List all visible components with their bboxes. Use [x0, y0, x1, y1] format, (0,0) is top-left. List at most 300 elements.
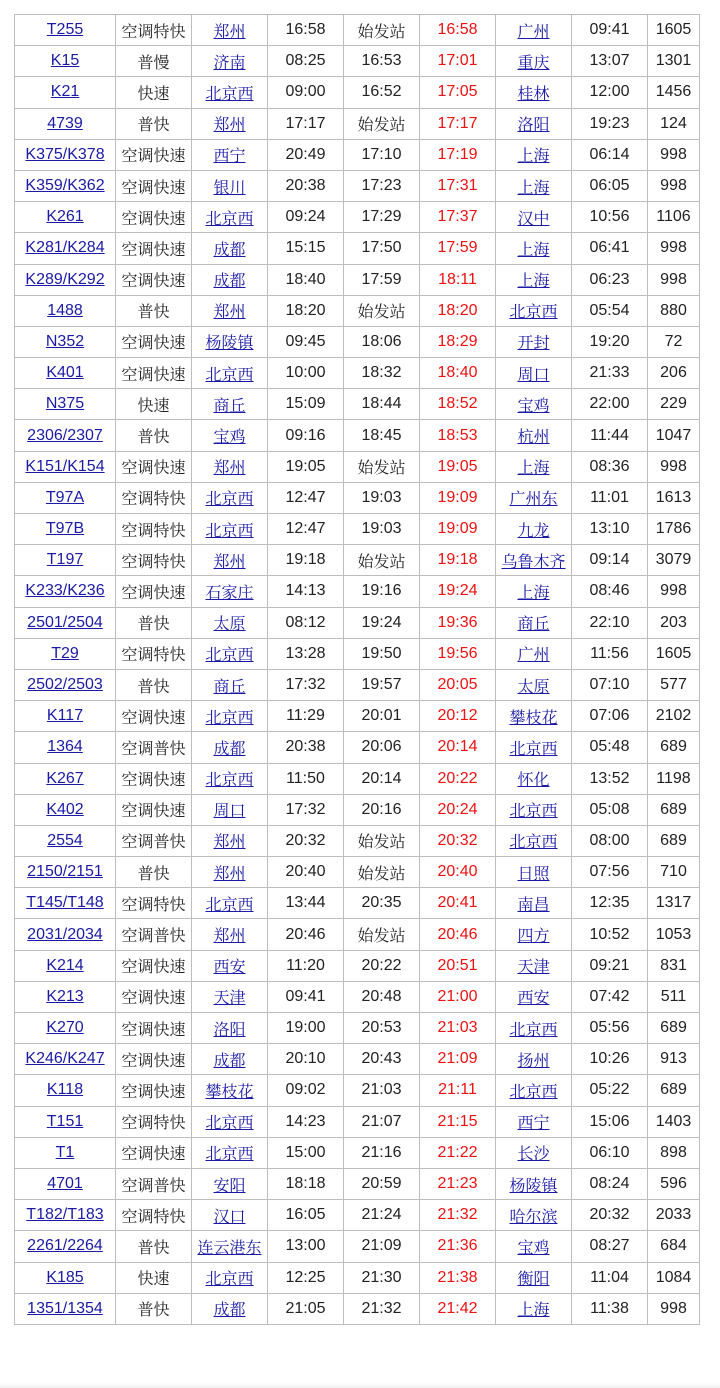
train-number-link[interactable]: N352 — [45, 332, 85, 350]
arrival-time-cell: 始发站 — [344, 857, 420, 888]
destination-arrival-cell: 06:10 — [572, 1137, 648, 1168]
train-number-link[interactable]: K261 — [46, 208, 84, 226]
table-row — [15, 888, 700, 919]
destination-station-link[interactable]: 北京西 — [509, 304, 558, 322]
train-number-link[interactable]: T1 — [55, 1143, 75, 1161]
origin-station-link[interactable]: 北京西 — [205, 522, 254, 540]
train-type-cell: 快速 — [116, 389, 192, 420]
origin-station-link[interactable]: 西宁 — [213, 148, 246, 166]
destination-station-cell — [496, 545, 572, 576]
arrival-time-cell: 始发站 — [344, 451, 420, 482]
train-number-link[interactable]: T145/T148 — [26, 894, 104, 912]
destination-station-link[interactable]: 北京西 — [509, 740, 558, 758]
origin-departure-cell: 17:17 — [268, 108, 344, 139]
destination-arrival-cell: 11:01 — [572, 482, 648, 513]
table-row — [15, 701, 700, 732]
arrival-time-cell: 始发站 — [344, 919, 420, 950]
destination-station-cell — [496, 919, 572, 950]
table-row — [15, 420, 700, 451]
train-number-link[interactable]: T255 — [46, 21, 84, 39]
train-type-cell: 普快 — [116, 857, 192, 888]
train-number-link[interactable]: 2501/2504 — [27, 613, 103, 631]
train-number-link[interactable]: 2261/2264 — [27, 1237, 103, 1255]
destination-arrival-cell: 09:41 — [572, 15, 648, 46]
origin-departure-cell: 09:00 — [268, 77, 344, 108]
train-number-link[interactable]: K21 — [50, 83, 80, 101]
departure-time-cell: 18:52 — [420, 389, 496, 420]
train-type-cell: 空调快速 — [116, 202, 192, 233]
train-number-link[interactable]: 1488 — [47, 301, 83, 319]
origin-station-link[interactable]: 攀枝花 — [205, 1083, 254, 1101]
destination-station-cell — [496, 1044, 572, 1075]
destination-arrival-cell: 22:10 — [572, 607, 648, 638]
train-number-link[interactable]: K185 — [46, 1268, 84, 1286]
destination-station-link[interactable]: 北京西 — [509, 1083, 558, 1101]
departure-time-cell: 16:58 — [420, 15, 496, 46]
arrival-time-cell: 17:29 — [344, 202, 420, 233]
departure-time-cell: 19:18 — [420, 545, 496, 576]
train-number-cell — [15, 888, 116, 919]
train-number-link[interactable]: 2554 — [47, 831, 83, 849]
destination-arrival-cell: 05:48 — [572, 732, 648, 763]
train-number-cell — [15, 1293, 116, 1324]
origin-station-link[interactable]: 商丘 — [213, 397, 246, 415]
origin-station-link[interactable]: 安阳 — [213, 1177, 246, 1195]
train-type-cell: 空调快速 — [116, 451, 192, 482]
origin-station-link[interactable]: 汉口 — [213, 1208, 246, 1226]
destination-station-link[interactable]: 上海 — [517, 273, 550, 291]
destination-station-link[interactable]: 宝鸡 — [517, 1239, 550, 1257]
origin-station-link[interactable]: 郑州 — [213, 928, 246, 946]
origin-departure-cell: 18:20 — [268, 295, 344, 326]
origin-station-cell — [192, 857, 268, 888]
train-number-cell — [15, 701, 116, 732]
destination-station-cell — [496, 607, 572, 638]
origin-station-link[interactable]: 宝鸡 — [213, 429, 246, 447]
train-type-cell: 空调特快 — [116, 15, 192, 46]
origin-station-link[interactable]: 成都 — [213, 740, 246, 758]
destination-station-link[interactable]: 西安 — [517, 990, 550, 1008]
origin-station-link[interactable]: 成都 — [213, 241, 246, 259]
origin-station-link[interactable]: 石家庄 — [205, 584, 254, 602]
train-number-link[interactable]: T97A — [45, 488, 85, 506]
origin-station-cell — [192, 326, 268, 357]
origin-departure-cell: 14:13 — [268, 576, 344, 607]
table-row — [15, 607, 700, 638]
origin-station-link[interactable]: 天津 — [213, 990, 246, 1008]
destination-station-cell — [496, 1293, 572, 1324]
departure-time-cell: 21:11 — [420, 1075, 496, 1106]
destination-station-link[interactable]: 重庆 — [517, 54, 550, 72]
train-number-cell — [15, 202, 116, 233]
distance-cell: 831 — [648, 950, 700, 981]
destination-station-link[interactable]: 广州 — [517, 647, 550, 665]
train-number-link[interactable]: K289/K292 — [25, 270, 105, 288]
origin-station-link[interactable]: 连云港东 — [197, 1239, 262, 1257]
destination-station-cell — [496, 1262, 572, 1293]
destination-station-cell — [496, 514, 572, 545]
origin-station-link[interactable]: 郑州 — [213, 460, 246, 478]
distance-cell: 124 — [648, 108, 700, 139]
train-type-cell: 普快 — [116, 669, 192, 700]
origin-station-cell — [192, 1200, 268, 1231]
destination-station-link[interactable]: 长沙 — [517, 1146, 550, 1164]
distance-cell: 1053 — [648, 919, 700, 950]
train-number-link[interactable]: 2150/2151 — [27, 863, 103, 881]
train-number-link[interactable]: K151/K154 — [25, 457, 105, 475]
destination-station-cell — [496, 451, 572, 482]
distance-cell: 2033 — [648, 1200, 700, 1231]
destination-station-link[interactable]: 上海 — [517, 584, 550, 602]
destination-station-link[interactable]: 北京西 — [509, 1021, 558, 1039]
destination-arrival-cell: 06:05 — [572, 170, 648, 201]
origin-station-cell — [192, 233, 268, 264]
origin-departure-cell: 18:40 — [268, 264, 344, 295]
destination-station-link[interactable]: 衡阳 — [517, 1271, 550, 1289]
destination-arrival-cell: 06:14 — [572, 139, 648, 170]
arrival-time-cell: 始发站 — [344, 295, 420, 326]
destination-station-cell — [496, 950, 572, 981]
origin-departure-cell: 20:46 — [268, 919, 344, 950]
train-number-link[interactable]: K359/K362 — [25, 177, 105, 195]
origin-departure-cell: 13:44 — [268, 888, 344, 919]
distance-cell: 72 — [648, 326, 700, 357]
train-number-cell — [15, 1262, 116, 1293]
train-number-link[interactable]: 2306/2307 — [27, 426, 103, 444]
table-row — [15, 1075, 700, 1106]
train-number-link[interactable]: K267 — [46, 769, 84, 787]
table-row — [15, 638, 700, 669]
origin-station-link[interactable]: 周口 — [213, 803, 246, 821]
train-number-cell — [15, 669, 116, 700]
origin-station-link[interactable]: 北京西 — [205, 491, 254, 509]
distance-cell: 1198 — [648, 763, 700, 794]
arrival-time-cell: 17:59 — [344, 264, 420, 295]
arrival-time-cell: 始发站 — [344, 15, 420, 46]
destination-station-link[interactable]: 商丘 — [517, 616, 550, 634]
arrival-time-cell: 19:03 — [344, 514, 420, 545]
origin-station-link[interactable]: 北京西 — [205, 1146, 254, 1164]
train-number-link[interactable]: T151 — [46, 1112, 84, 1130]
destination-station-link[interactable]: 杨陵镇 — [509, 1177, 558, 1195]
origin-station-link[interactable]: 太原 — [213, 616, 246, 634]
train-type-cell: 空调快速 — [116, 1013, 192, 1044]
destination-station-link[interactable]: 杭州 — [517, 429, 550, 447]
origin-station-link[interactable]: 郑州 — [213, 865, 246, 883]
origin-station-link[interactable]: 成都 — [213, 1052, 246, 1070]
destination-station-cell — [496, 763, 572, 794]
destination-station-link[interactable]: 日照 — [517, 865, 550, 883]
origin-departure-cell: 20:38 — [268, 170, 344, 201]
table-row — [15, 46, 700, 77]
origin-station-link[interactable]: 洛阳 — [213, 1021, 246, 1039]
table-row — [15, 763, 700, 794]
table-row — [15, 326, 700, 357]
arrival-time-cell: 20:16 — [344, 794, 420, 825]
destination-station-link[interactable]: 攀枝花 — [509, 709, 558, 727]
train-number-link[interactable]: K401 — [46, 364, 84, 382]
destination-station-link[interactable]: 周口 — [517, 366, 550, 384]
table-row — [15, 857, 700, 888]
train-number-link[interactable]: 4739 — [47, 114, 83, 132]
train-number-link[interactable]: K213 — [46, 987, 84, 1005]
destination-station-link[interactable]: 九龙 — [517, 522, 550, 540]
arrival-time-cell: 20:22 — [344, 950, 420, 981]
train-type-cell: 空调快速 — [116, 794, 192, 825]
origin-station-link[interactable]: 北京西 — [205, 647, 254, 665]
train-type-cell: 空调快速 — [116, 139, 192, 170]
destination-arrival-cell: 19:23 — [572, 108, 648, 139]
origin-station-cell — [192, 732, 268, 763]
origin-departure-cell: 08:25 — [268, 46, 344, 77]
departure-time-cell: 17:17 — [420, 108, 496, 139]
origin-station-cell — [192, 981, 268, 1012]
destination-station-link[interactable]: 桂林 — [517, 85, 550, 103]
origin-departure-cell: 20:10 — [268, 1044, 344, 1075]
destination-station-cell — [496, 108, 572, 139]
train-number-link[interactable]: T29 — [51, 644, 79, 662]
destination-station-link[interactable]: 怀化 — [517, 772, 550, 790]
origin-departure-cell: 15:09 — [268, 389, 344, 420]
train-type-cell: 普快 — [116, 420, 192, 451]
table-row — [15, 1137, 700, 1168]
origin-station-cell — [192, 1137, 268, 1168]
table-row — [15, 233, 700, 264]
arrival-time-cell: 20:01 — [344, 701, 420, 732]
arrival-time-cell: 16:52 — [344, 77, 420, 108]
destination-arrival-cell: 08:24 — [572, 1168, 648, 1199]
train-number-link[interactable]: N375 — [45, 395, 85, 413]
distance-cell: 684 — [648, 1231, 700, 1262]
distance-cell: 998 — [648, 139, 700, 170]
destination-station-cell — [496, 825, 572, 856]
destination-station-link[interactable]: 四方 — [517, 928, 550, 946]
distance-cell: 203 — [648, 607, 700, 638]
table-row — [15, 358, 700, 389]
destination-station-link[interactable]: 上海 — [517, 179, 550, 197]
destination-station-link[interactable]: 上海 — [517, 460, 550, 478]
train-number-link[interactable]: K375/K378 — [25, 145, 105, 163]
train-type-cell: 普快 — [116, 607, 192, 638]
origin-station-link[interactable]: 北京西 — [205, 85, 254, 103]
arrival-time-cell: 17:50 — [344, 233, 420, 264]
train-number-link[interactable]: 2502/2503 — [27, 676, 103, 694]
departure-time-cell: 18:53 — [420, 420, 496, 451]
destination-arrival-cell: 13:10 — [572, 514, 648, 545]
train-number-cell — [15, 108, 116, 139]
origin-departure-cell: 19:00 — [268, 1013, 344, 1044]
destination-arrival-cell: 21:33 — [572, 358, 648, 389]
origin-station-link[interactable]: 北京西 — [205, 709, 254, 727]
destination-arrival-cell: 06:23 — [572, 264, 648, 295]
origin-station-link[interactable]: 北京西 — [205, 772, 254, 790]
destination-arrival-cell: 12:35 — [572, 888, 648, 919]
train-number-cell — [15, 264, 116, 295]
destination-station-cell — [496, 1168, 572, 1199]
arrival-time-cell: 19:16 — [344, 576, 420, 607]
distance-cell: 1403 — [648, 1106, 700, 1137]
origin-station-link[interactable]: 郑州 — [213, 304, 246, 322]
distance-cell: 2102 — [648, 701, 700, 732]
train-number-cell — [15, 170, 116, 201]
origin-station-cell — [192, 358, 268, 389]
destination-station-link[interactable]: 太原 — [517, 678, 550, 696]
origin-station-cell — [192, 950, 268, 981]
arrival-time-cell: 21:32 — [344, 1293, 420, 1324]
origin-departure-cell: 09:24 — [268, 202, 344, 233]
destination-station-link[interactable]: 扬州 — [517, 1052, 550, 1070]
train-number-link[interactable]: K15 — [50, 52, 80, 70]
origin-station-link[interactable]: 郑州 — [213, 23, 246, 41]
train-number-link[interactable]: 4701 — [47, 1175, 83, 1193]
destination-station-link[interactable]: 南昌 — [517, 896, 550, 914]
arrival-time-cell: 19:24 — [344, 607, 420, 638]
origin-station-link[interactable]: 北京西 — [205, 1271, 254, 1289]
origin-station-cell — [192, 420, 268, 451]
train-type-cell: 空调快速 — [116, 1075, 192, 1106]
origin-station-link[interactable]: 银川 — [213, 179, 246, 197]
origin-departure-cell: 12:25 — [268, 1262, 344, 1293]
departure-time-cell: 21:32 — [420, 1200, 496, 1231]
train-number-link[interactable]: 1351/1354 — [27, 1299, 103, 1317]
table-row — [15, 1168, 700, 1199]
destination-station-link[interactable]: 哈尔滨 — [509, 1208, 558, 1226]
train-type-cell: 空调快速 — [116, 358, 192, 389]
departure-time-cell: 20:41 — [420, 888, 496, 919]
origin-station-link[interactable]: 北京西 — [205, 1115, 254, 1133]
origin-station-link[interactable]: 郑州 — [213, 553, 246, 571]
table-row — [15, 1293, 700, 1324]
train-type-cell: 空调特快 — [116, 514, 192, 545]
train-number-link[interactable]: K118 — [46, 1081, 84, 1099]
train-number-link[interactable]: K281/K284 — [25, 239, 105, 257]
origin-departure-cell: 12:47 — [268, 514, 344, 545]
distance-cell: 998 — [648, 451, 700, 482]
train-number-link[interactable]: K246/K247 — [25, 1050, 105, 1068]
train-type-cell: 空调普快 — [116, 919, 192, 950]
origin-station-link[interactable]: 郑州 — [213, 117, 246, 135]
destination-station-cell — [496, 732, 572, 763]
origin-departure-cell: 09:02 — [268, 1075, 344, 1106]
arrival-time-cell: 16:53 — [344, 46, 420, 77]
origin-station-link[interactable]: 商丘 — [213, 678, 246, 696]
train-number-link[interactable]: K270 — [46, 1019, 84, 1037]
destination-station-cell — [496, 1106, 572, 1137]
destination-station-link[interactable]: 上海 — [517, 1302, 550, 1320]
destination-station-link[interactable]: 天津 — [517, 959, 550, 977]
distance-cell: 998 — [648, 264, 700, 295]
destination-station-link[interactable]: 北京西 — [509, 803, 558, 821]
distance-cell: 689 — [648, 1075, 700, 1106]
train-timetable — [14, 14, 700, 1325]
origin-station-link[interactable]: 成都 — [213, 1302, 246, 1320]
destination-station-cell — [496, 1075, 572, 1106]
destination-station-link[interactable]: 乌鲁木齐 — [501, 553, 566, 571]
train-number-cell — [15, 77, 116, 108]
destination-arrival-cell: 15:06 — [572, 1106, 648, 1137]
origin-station-link[interactable]: 北京西 — [205, 366, 254, 384]
train-number-cell — [15, 825, 116, 856]
arrival-time-cell: 20:43 — [344, 1044, 420, 1075]
train-type-cell: 空调快速 — [116, 326, 192, 357]
distance-cell: 998 — [648, 1293, 700, 1324]
destination-station-link[interactable]: 洛阳 — [517, 117, 550, 135]
train-number-cell — [15, 389, 116, 420]
arrival-time-cell: 21:03 — [344, 1075, 420, 1106]
arrival-time-cell: 始发站 — [344, 825, 420, 856]
distance-cell: 1613 — [648, 482, 700, 513]
distance-cell: 1786 — [648, 514, 700, 545]
destination-station-link[interactable]: 西宁 — [517, 1115, 550, 1133]
destination-station-link[interactable]: 上海 — [517, 241, 550, 259]
train-number-cell — [15, 1200, 116, 1231]
destination-arrival-cell: 11:56 — [572, 638, 648, 669]
table-row — [15, 825, 700, 856]
origin-station-link[interactable]: 成都 — [213, 273, 246, 291]
distance-cell: 880 — [648, 295, 700, 326]
destination-station-link[interactable]: 上海 — [517, 148, 550, 166]
table-row — [15, 545, 700, 576]
destination-arrival-cell: 05:08 — [572, 794, 648, 825]
origin-departure-cell: 18:18 — [268, 1168, 344, 1199]
table-row — [15, 919, 700, 950]
destination-station-link[interactable]: 汉中 — [517, 210, 550, 228]
train-number-link[interactable]: T197 — [46, 551, 84, 569]
origin-station-link[interactable]: 济南 — [213, 54, 246, 72]
train-number-link[interactable]: K402 — [46, 800, 84, 818]
train-number-link[interactable]: T182/T183 — [26, 1206, 104, 1224]
table-row — [15, 139, 700, 170]
train-number-link[interactable]: 1364 — [47, 738, 83, 756]
origin-station-link[interactable]: 郑州 — [213, 834, 246, 852]
destination-arrival-cell: 05:54 — [572, 295, 648, 326]
destination-arrival-cell: 12:00 — [572, 77, 648, 108]
origin-station-cell — [192, 576, 268, 607]
destination-station-link[interactable]: 开封 — [517, 335, 550, 353]
train-number-link[interactable]: K214 — [46, 956, 84, 974]
destination-station-link[interactable]: 广州 — [517, 23, 550, 41]
train-number-link[interactable]: T97B — [45, 520, 85, 538]
destination-arrival-cell: 07:10 — [572, 669, 648, 700]
train-number-link[interactable]: 2031/2034 — [27, 925, 103, 943]
train-number-link[interactable]: K117 — [46, 707, 84, 725]
destination-station-cell — [496, 857, 572, 888]
train-number-link[interactable]: K233/K236 — [25, 582, 105, 600]
departure-time-cell: 17:59 — [420, 233, 496, 264]
origin-station-link[interactable]: 西安 — [213, 959, 246, 977]
destination-arrival-cell: 08:27 — [572, 1231, 648, 1262]
origin-station-cell — [192, 1013, 268, 1044]
destination-station-link[interactable]: 宝鸡 — [517, 397, 550, 415]
train-type-cell: 空调普快 — [116, 732, 192, 763]
origin-station-cell — [192, 888, 268, 919]
origin-station-link[interactable]: 杨陵镇 — [205, 335, 254, 353]
origin-station-link[interactable]: 北京西 — [205, 896, 254, 914]
train-number-cell — [15, 919, 116, 950]
train-number-cell — [15, 981, 116, 1012]
table-row — [15, 1231, 700, 1262]
train-type-cell: 普快 — [116, 295, 192, 326]
destination-station-cell — [496, 1137, 572, 1168]
destination-arrival-cell: 20:32 — [572, 1200, 648, 1231]
destination-station-link[interactable]: 广州东 — [509, 491, 558, 509]
train-number-cell — [15, 295, 116, 326]
table-row — [15, 170, 700, 201]
destination-station-link[interactable]: 北京西 — [509, 834, 558, 852]
origin-station-cell — [192, 451, 268, 482]
origin-station-link[interactable]: 北京西 — [205, 210, 254, 228]
arrival-time-cell: 19:03 — [344, 482, 420, 513]
